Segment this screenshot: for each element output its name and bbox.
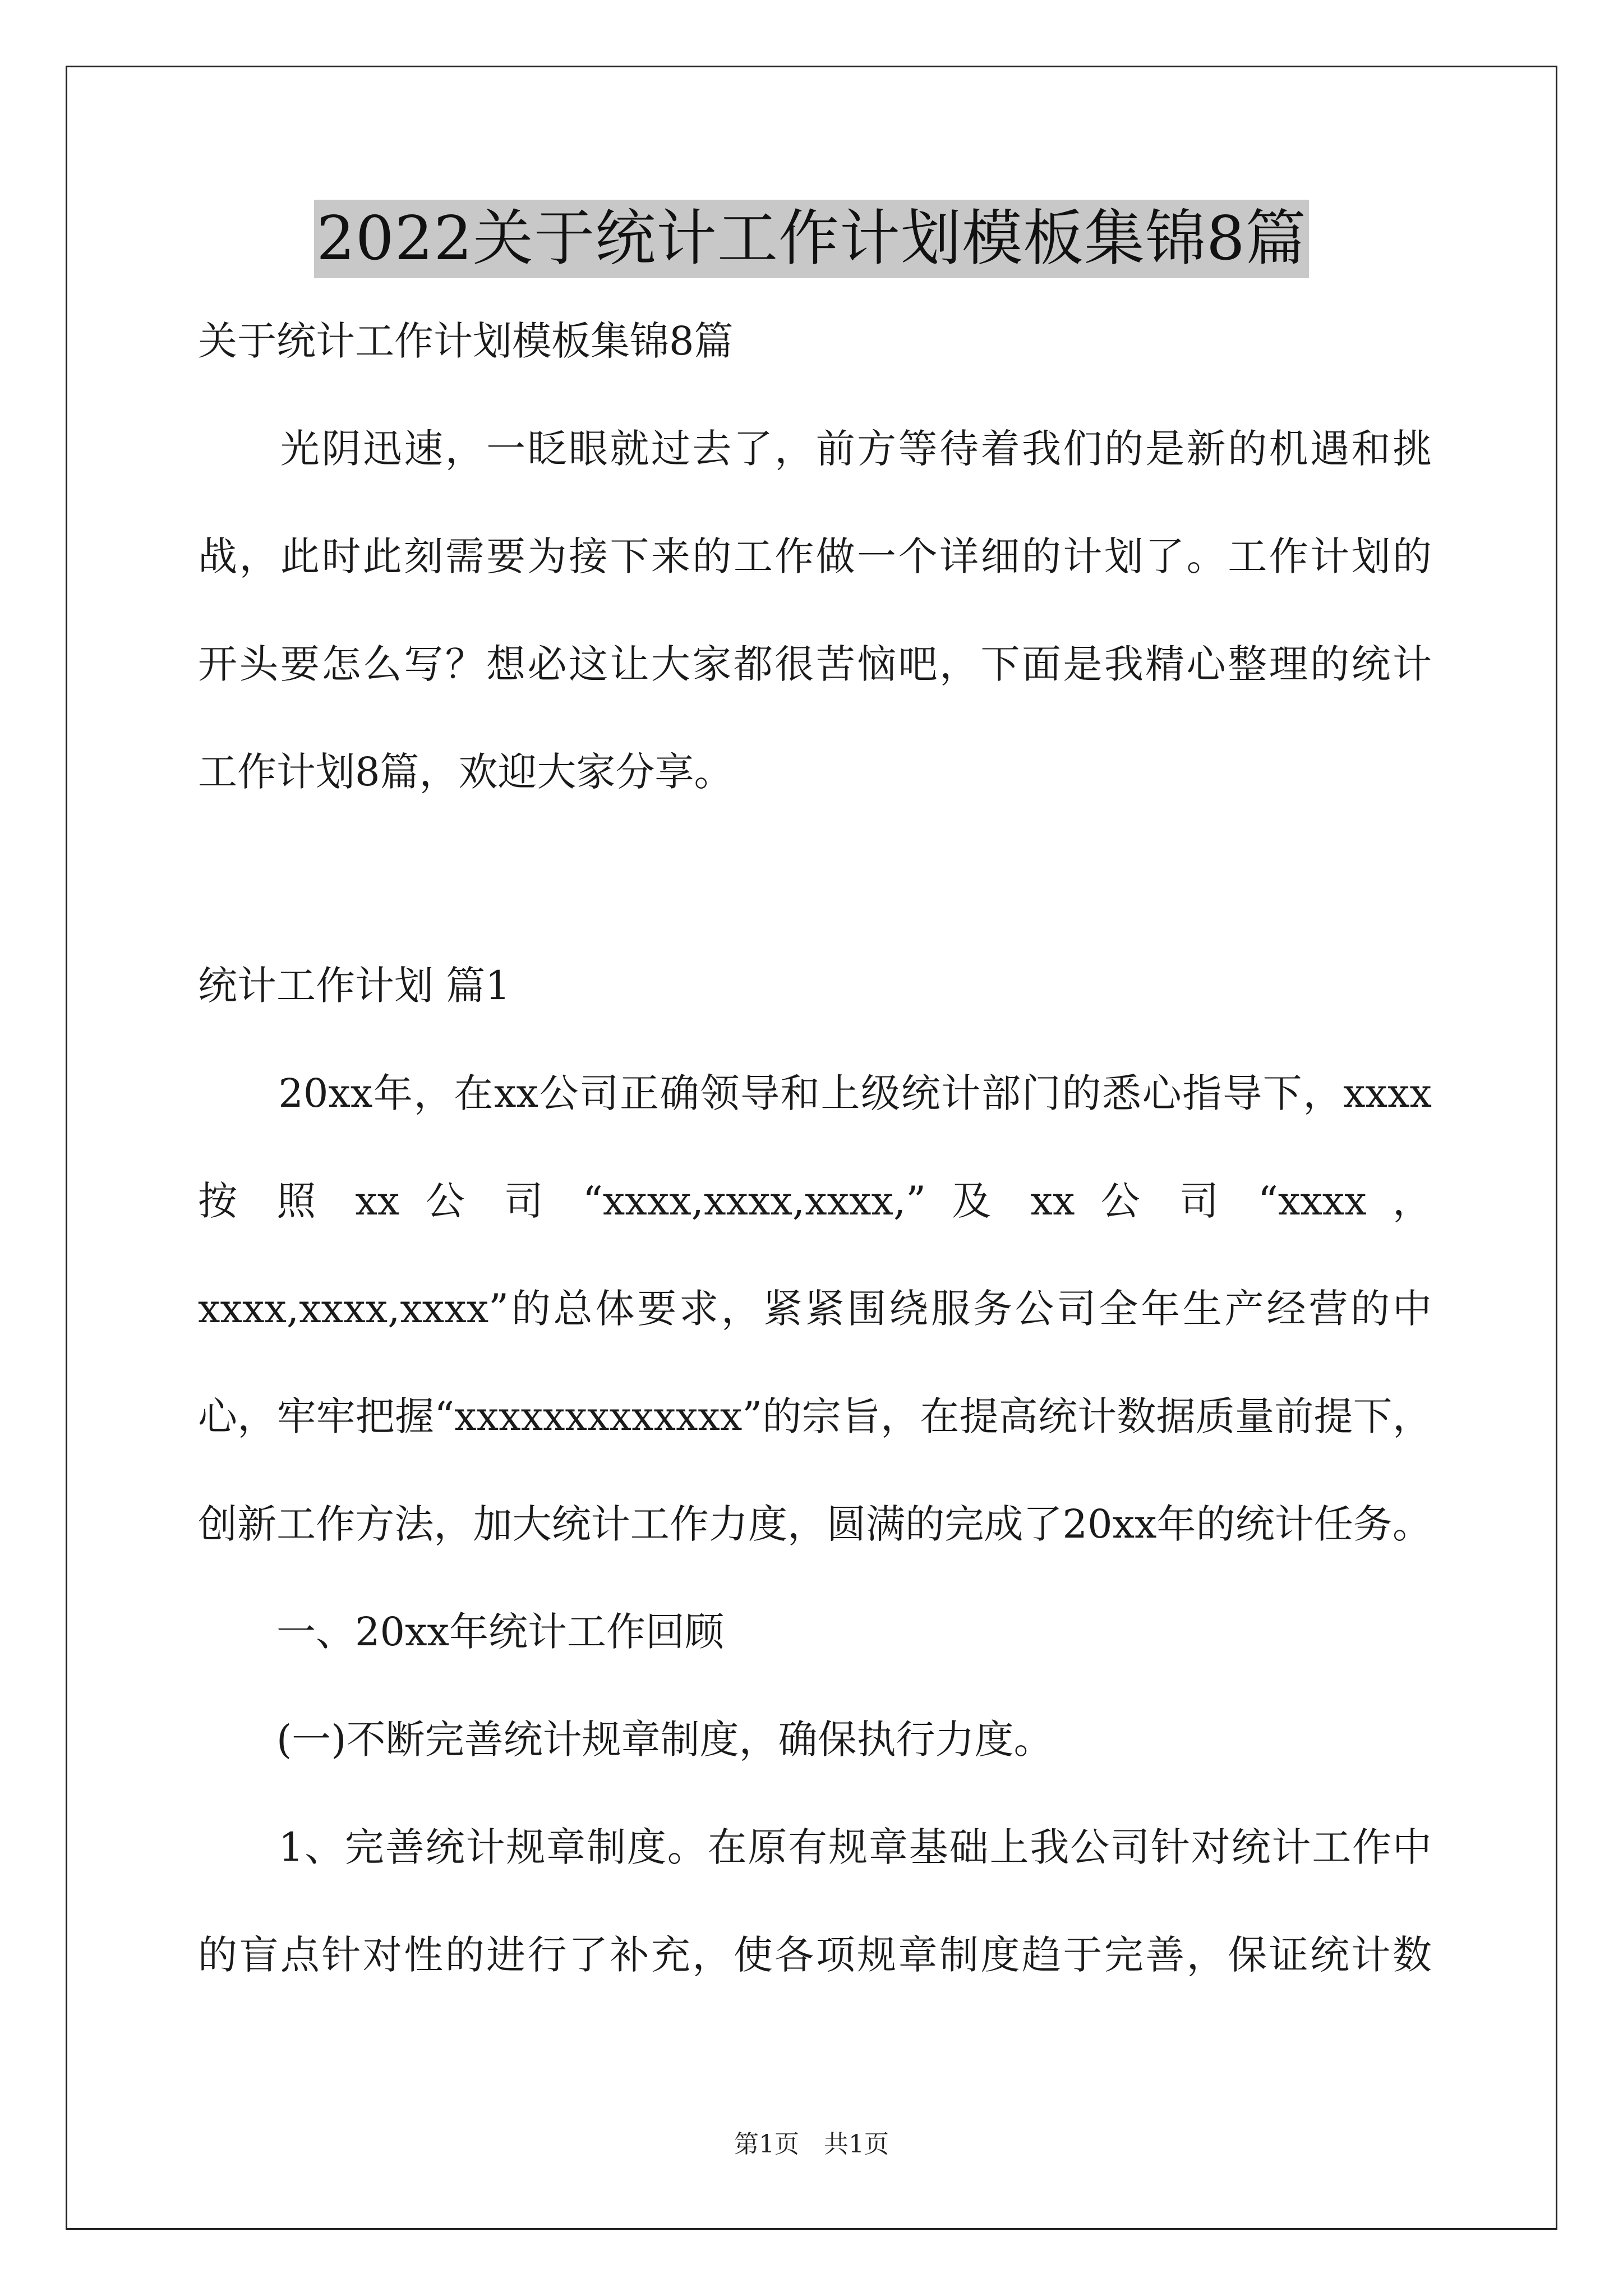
section-line-8: 1、完善统计规章制度。在原有规章基础上我公司针对统计工作中 [198,1824,1432,1870]
spacer [198,1551,1432,1605]
spacer [198,476,1432,530]
section-heading: 统计工作计划 篇1 [198,963,510,1009]
spacer [198,1013,1432,1066]
intro-line-4: 工作计划8篇，欢迎大家分享。 [198,749,734,795]
section-line-2: 按 照 xx 公 司 “xxxx,xxxx,xxxx,” 及 xx 公 司 “xxxx ， [198,1178,1432,1224]
subtitle: 关于统计工作计划模板集锦8篇 [198,318,734,364]
section-line-7: (一)不断完善统计规章制度，确保执行力度。 [198,1717,1053,1763]
spacer [198,691,1432,745]
page-footer: 第1页 共1页 [734,2130,889,2159]
intro-line-3: 开头要怎么写？想必这让大家都很苦恼吧，下面是我精心整理的统计 [198,641,1432,687]
section-line-1: 20xx年，在xx公司正确领导和上级统计部门的悉心指导下，xxxx [198,1070,1432,1116]
section-line-3: xxxx,xxxx,xxxx”的总体要求，紧紧围绕服务公司全年生产经营的中 [198,1286,1432,1332]
document-title: 2022关于统计工作计划模板集锦8篇 [314,200,1309,278]
intro-line-2: 战，此时此刻需要为接下来的工作做一个详细的计划了。工作计划的 [198,533,1432,579]
spacer [198,1336,1432,1389]
section-line-9: 的盲点针对性的进行了补充，使各项规章制度趋于完善，保证统计数 [198,1932,1432,1978]
section-line-5: 创新工作方法，加大统计工作力度，圆满的完成了20xx年的统计任务。 [198,1501,1432,1547]
spacer [198,1874,1432,1928]
spacer [198,799,1432,959]
spacer [198,583,1432,637]
document-body [198,314,1432,1982]
spacer [198,1659,1432,1713]
section-line-4: 心，牢牢把握“xxxxxxxxxxxxx”的宗旨，在提高统计数据质量前提下， [198,1393,1432,1439]
spacer [198,368,1432,422]
intro-line-1: 光阴迅速，一眨眼就过去了，前方等待着我们的是新的机遇和挑 [198,426,1432,472]
spacer [198,1120,1432,1174]
spacer [198,1228,1432,1282]
spacer [198,1443,1432,1497]
spacer [198,1766,1432,1820]
section-line-6: 一、20xx年统计工作回顾 [198,1609,725,1655]
title-container [0,200,1623,278]
